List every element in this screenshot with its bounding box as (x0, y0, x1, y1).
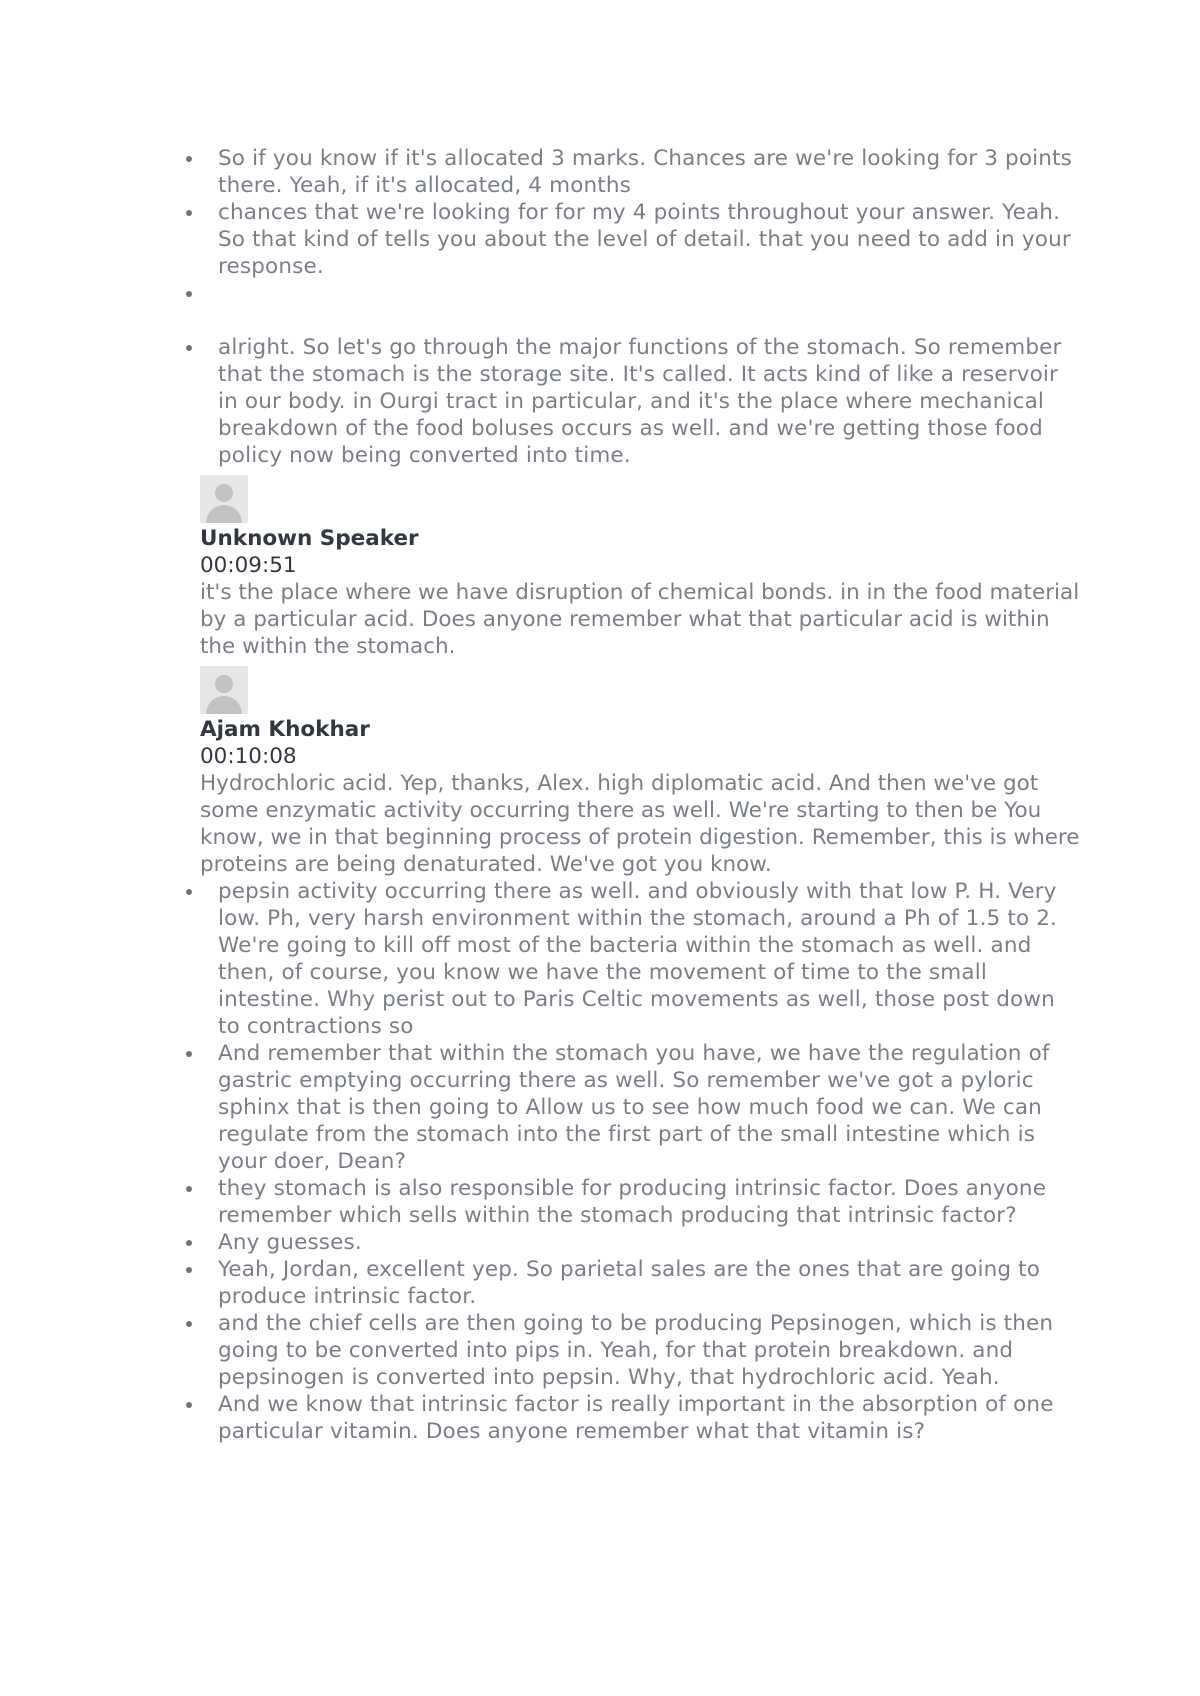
bullet-dot-icon (186, 1402, 192, 1408)
list-item-text: and the chief cells are then going to be producing Pepsinogen, which is then going to be converted into pips in. Yeah, for that protein breakdown. and pepsinogen is converted into pepsin. Why, that hydrochloric acid. Yeah. (218, 1311, 1054, 1390)
bullet-dot-icon (186, 210, 192, 216)
list-item (200, 1040, 1080, 1175)
list-item (200, 1391, 1080, 1445)
speaker-text: Hydrochloric acid. Yep, thanks, Alex. high diplomatic acid. And then we've got some enzymatic activity occurring there as well. We're starting to then be You know, we in that beginning process of protein digestion. Remember, this is where proteins are being denaturated. We've got you know. (200, 771, 1080, 877)
user-avatar-icon (200, 666, 248, 714)
transcript-page (200, 145, 1080, 1445)
list-item (200, 145, 1080, 199)
user-avatar-icon (200, 475, 248, 523)
speaker-block (200, 666, 1080, 878)
bullet-dot-icon (186, 1321, 192, 1327)
speaker-name: Unknown Speaker (200, 526, 419, 551)
list-item-empty (200, 280, 1080, 307)
bullet-dot-icon (186, 1240, 192, 1246)
timestamp: 00:09:51 (200, 553, 297, 578)
bullet-dot-icon (186, 1051, 192, 1057)
bullet-list-stomach-functions (200, 878, 1080, 1445)
list-item (200, 1310, 1080, 1391)
bullet-dot-icon (186, 1267, 192, 1273)
timestamp: 00:10:08 (200, 744, 297, 769)
list-item (200, 1229, 1080, 1256)
speaker-block (200, 475, 1080, 660)
bullet-dot-icon (186, 345, 192, 351)
bullet-list-intro (200, 145, 1080, 469)
list-item-text: pepsin activity occurring there as well. and obviously with that low P. H. Very low. Ph, very harsh environment within the stomach, around a Ph of 1.5 to 2. We're going to kill off most of the bacteria within the stomach as well. and then, of course, you know we have the movement of time to the small intestine. Why perist out to Paris Celtic movements as well, those post down to contractions so (218, 879, 1058, 1039)
list-item-text: they stomach is also responsible for producing intrinsic factor. Does anyone remember which sells within the stomach producing that intrinsic factor? (218, 1176, 1047, 1228)
list-item-text: Any guesses. (218, 1230, 362, 1255)
bullet-dot-icon (186, 291, 192, 297)
bullet-dot-icon (186, 889, 192, 895)
speaker-text: it's the place where we have disruption of chemical bonds. in in the food material by a particular acid. Does anyone remember what that particular acid is within the within the stomach. (200, 580, 1080, 659)
list-item (200, 334, 1080, 469)
list-item-text: alright. So let's go through the major functions of the stomach. So remember that the stomach is the storage site. It's called. It acts kind of like a reservoir in our body. in Ourgi tract in particular, and it's the place where mechanical breakdown of the food boluses occurs as well. and we're getting those food policy now being converted into time. (218, 335, 1062, 468)
speaker-name: Ajam Khokhar (200, 717, 370, 742)
bullet-dot-icon (186, 1186, 192, 1192)
list-item (200, 878, 1080, 1040)
list-item-text: So if you know if it's allocated 3 marks. Chances are we're looking for 3 points there. Yeah, if it's allocated, 4 months (218, 146, 1072, 198)
list-item (200, 199, 1080, 280)
bullet-dot-icon (186, 156, 192, 162)
list-item (200, 1256, 1080, 1310)
list-item-text: chances that we're looking for for my 4 points throughout your answer. Yeah. So that kind of tells you about the level of detail. that you need to add in your response. (218, 200, 1071, 279)
list-item-text: And we know that intrinsic factor is really important in the absorption of one particular vitamin. Does anyone remember what that vitamin is? (218, 1392, 1054, 1444)
list-item-text: And remember that within the stomach you have, we have the regulation of gastric emptying occurring there as well. So remember we've got a pyloric sphinx that is then going to Allow us to see how much food we can. We can regulate from the stomach into the first part of the small intestine which is your doer, Dean? (218, 1041, 1050, 1174)
list-item (200, 1175, 1080, 1229)
list-item-text: Yeah, Jordan, excellent yep. So parietal sales are the ones that are going to produce intrinsic factor. (218, 1257, 1041, 1309)
